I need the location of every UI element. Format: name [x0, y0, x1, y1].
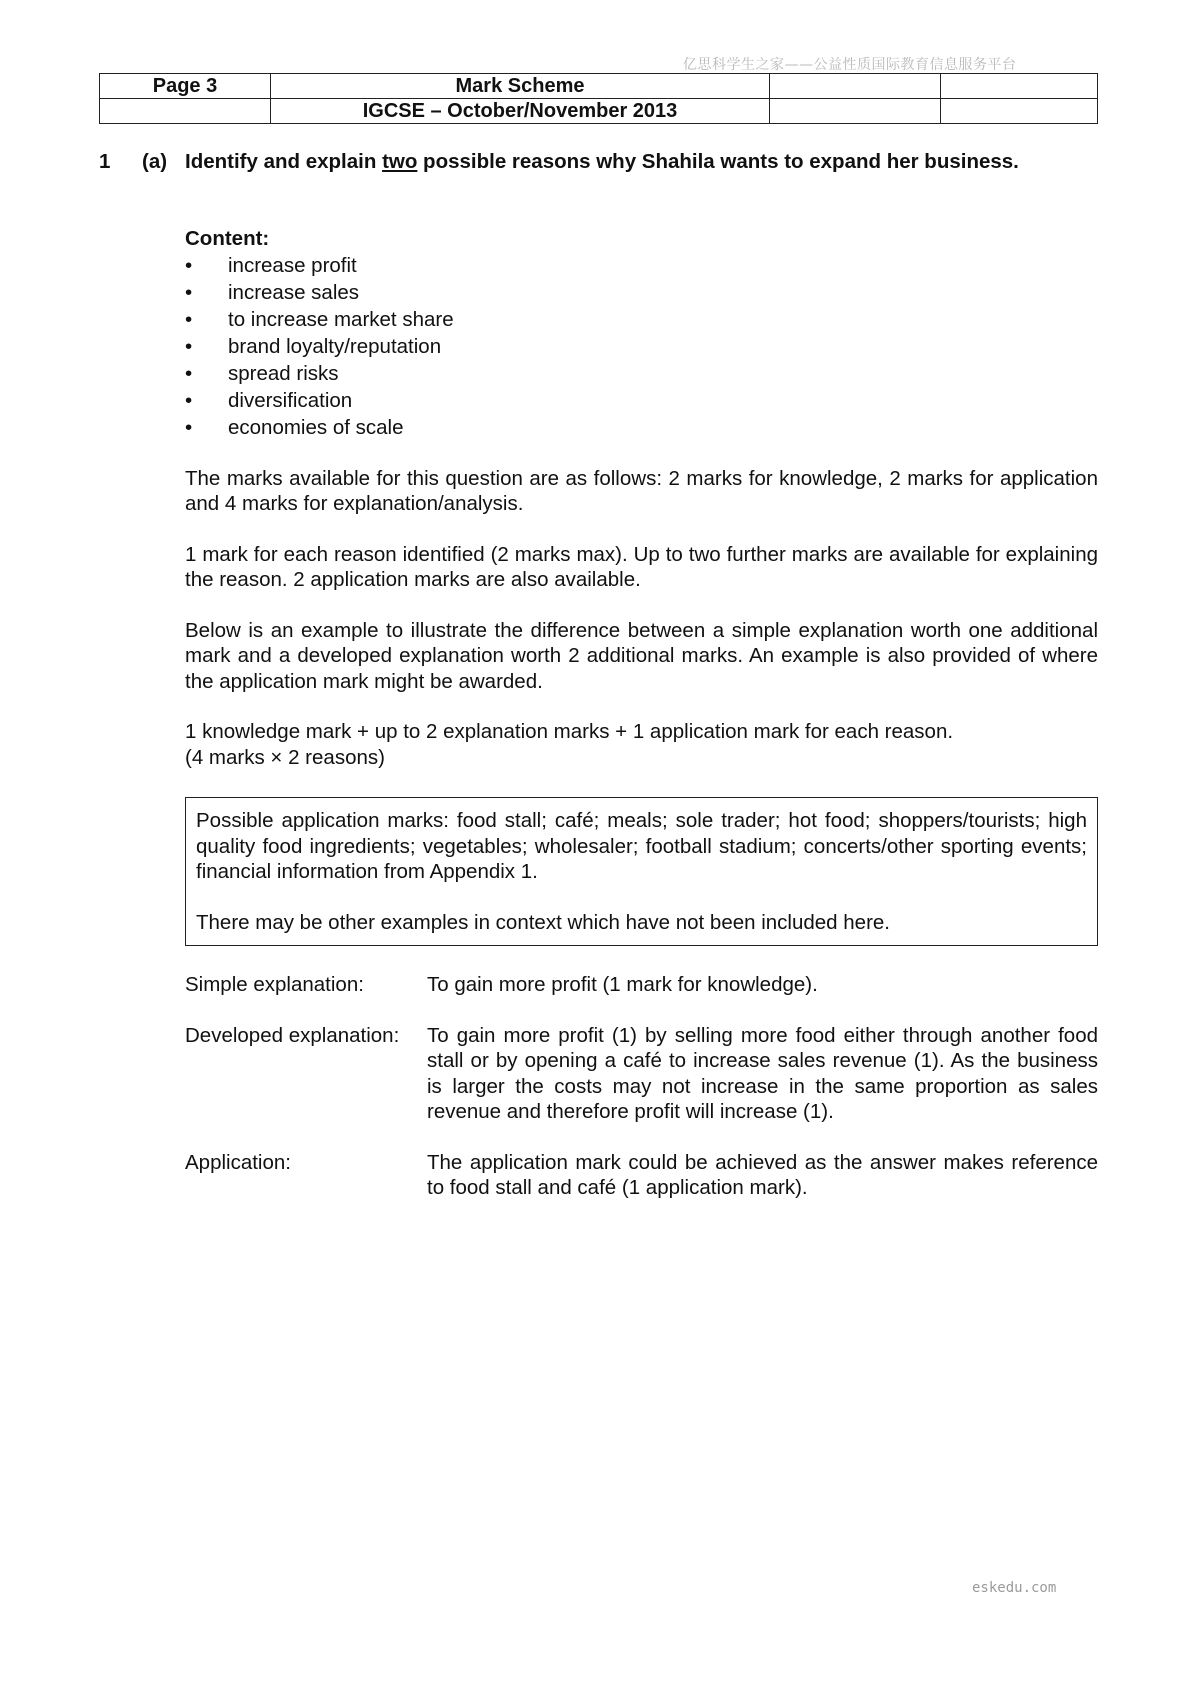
header-title: Mark Scheme	[271, 74, 770, 99]
example-label: Simple explanation:	[185, 973, 364, 996]
answer-content	[185, 226, 1098, 1201]
question-part: (a)	[142, 150, 168, 173]
example-text: To gain more profit (1) by selling more food either through another food stall or by opening a café to increase sales revenue (1). As the business is larger the costs may not increase in the same proportion as sales revenue and therefore profit will increase (1).	[427, 1023, 1098, 1123]
list-item-text: economies of scale	[228, 415, 404, 439]
example-label: Developed explanation:	[185, 1023, 400, 1047]
application-marks-text: Possible application marks: food stall; café; meals; sole trader; hot food; shoppers/tourists; high quality food ingredients; vegetables; wholesaler; football stadium; concerts/other sporting events; financial information from Appendix 1.	[196, 809, 1087, 883]
marks-paragraph: Below is an example to illustrate the difference between a simple explanation worth one additional mark and a developed explanation worth 2 additional marks. An example is also provided of where the application mark might be awarded.	[185, 618, 1098, 693]
bullet-list	[185, 252, 1098, 441]
list-item-text: increase sales	[228, 280, 360, 304]
header-empty-cell	[100, 99, 271, 124]
list-item-text: to increase market share	[228, 307, 454, 331]
list-item	[185, 360, 1098, 387]
bullet-icon: •	[185, 388, 193, 412]
example-row	[185, 972, 1098, 998]
list-item	[185, 414, 1098, 441]
header-exam: IGCSE – October/November 2013	[271, 99, 770, 124]
bullet-icon: •	[185, 334, 193, 358]
header-empty-cell	[770, 99, 941, 124]
question-text-before: Identify and explain	[185, 150, 383, 173]
marks-line: 1 knowledge mark + up to 2 explanation marks + 1 application mark for each reason.	[185, 720, 954, 743]
bullet-icon: •	[185, 307, 193, 331]
marks-paragraph: The marks available for this question are as follows: 2 marks for knowledge, 2 marks for application and 4 marks for explanation/analysis.	[185, 466, 1098, 515]
header-empty-cell	[770, 74, 941, 99]
list-item	[185, 333, 1098, 360]
example-label: Application:	[185, 1150, 291, 1174]
application-marks-note: There may be other examples in context which have not been included here.	[196, 910, 890, 934]
list-item-text: brand loyalty/reputation	[228, 334, 442, 358]
watermark-top: 亿思科学生之家——公益性质国际教育信息服务平台	[683, 57, 1017, 73]
page-number: Page 3	[100, 74, 271, 99]
example-row	[185, 1023, 1098, 1125]
content-heading: Content:	[185, 227, 270, 250]
example-text: To gain more profit (1 mark for knowledge).	[427, 973, 818, 996]
example-text: The application mark could be achieved as the answer makes reference to food stall and café (1 application mark).	[427, 1150, 1098, 1199]
bullet-icon: •	[185, 280, 193, 304]
marks-paragraph: 1 mark for each reason identified (2 marks max). Up to two further marks are available for explaining the reason. 2 application marks are also available.	[185, 542, 1098, 591]
bullet-icon: •	[185, 361, 193, 385]
list-item-text: diversification	[228, 388, 353, 412]
watermark-bottom: eskedu.com	[972, 1580, 1057, 1596]
application-marks-box	[185, 797, 1098, 946]
marks-line: (4 marks × 2 reasons)	[185, 745, 385, 769]
list-item-text: increase profit	[228, 253, 357, 277]
question-text-after: possible reasons why Shahila wants to expand her business.	[417, 150, 1019, 173]
bullet-icon: •	[185, 415, 193, 439]
list-item	[185, 387, 1098, 414]
header-empty-cell	[941, 99, 1098, 124]
header-empty-cell	[941, 74, 1098, 99]
example-row	[185, 1150, 1098, 1201]
list-item	[185, 252, 1098, 279]
question-text-underlined: two	[382, 150, 418, 173]
bullet-icon: •	[185, 253, 193, 277]
question-text	[185, 150, 1019, 174]
list-item	[185, 306, 1098, 333]
list-item-text: spread risks	[228, 361, 339, 385]
question-number: 1	[99, 150, 111, 173]
header-table	[99, 73, 1098, 124]
list-item	[185, 279, 1098, 306]
